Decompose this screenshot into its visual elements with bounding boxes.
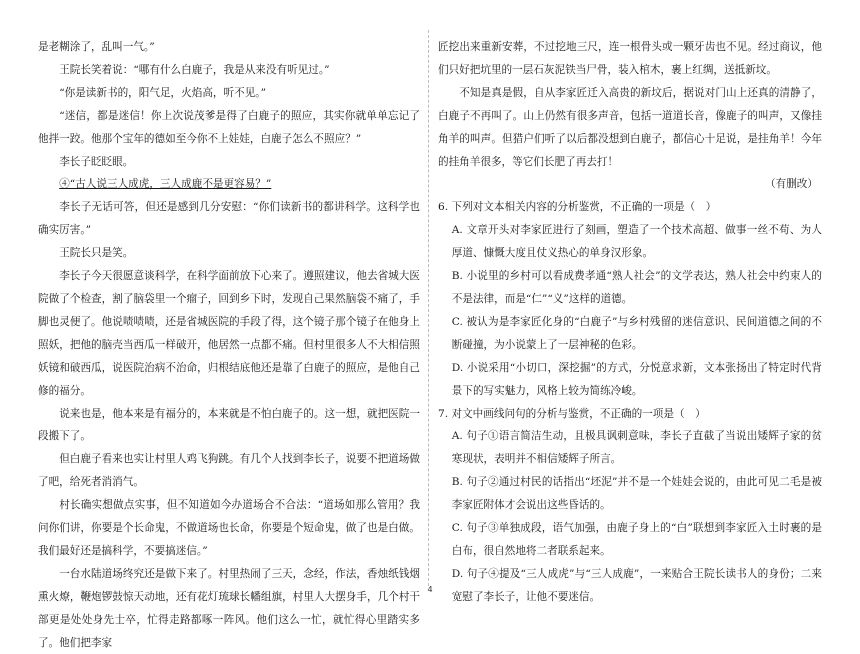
option-b: B. 句子②通过村民的话指出“坯泥”并不是一个娃娃会说的，由此可见二毛是被李家匠附体才会说出这些昏话的。 [451, 476, 822, 512]
question-stem: 7. 对文中画线问句的分析与鉴赏，不正确的一项是（ ） [438, 407, 706, 420]
paragraph: 村长确实想做点实事，但不知道如今办道场合不合法：“道场如那么管用？我问你们讲，你要是个长命鬼，不做道场也长命，你要是个短命鬼，做了也是白做。我们最好还是搞科学，不要搞迷信。” [38, 499, 420, 557]
paragraph: 是老糊涂了，乱叫一气。” [38, 41, 155, 53]
paragraph: 李长子无话可答，但还是感到几分安慰：“你们读新书的都讲科学。这科学也确实厉害。” [38, 201, 420, 237]
underlined-text: ④“古人说三人成虎，三人成鹿不是更容易？” [59, 178, 272, 191]
column-divider [428, 30, 429, 586]
paragraph: 一台水陆道场终究还是做下来了。村里热闹了三天，念经，作法，香烛纸钱烟熏火燎，鞭炮锣鼓惊天动地，还有花灯琉球长幡组旗，村里人大摆身手，几个村干部更是处处身先士卒，忙得走路都啄一阵风。他们这么一忙，就忙得心里踏实多了。他们把李家 [38, 567, 420, 649]
paragraph: 李长子今天很愿意谈科学，在科学面前放下心来了。遵照建议，他去省城大医院做了个检查，割了脑袋里一个瘤子，回到乡下时，发现自己果然脑袋不痛了，手脚也灵便了。他说啧啧啧，还是省城医院的手段了得，这个镜子那个镜子在他身上照妖，把他的脑壳当西瓜一样破开，他居然一点都不痛。但村里很多人不大相信照妖镜和破西瓜，说医院治病不治命，归根结底他还是靠了白鹿子的照应，是他自己修的福分。 [38, 270, 420, 397]
left-column [38, 36, 420, 654]
source-note: （有删改） [765, 178, 818, 191]
option-a: A. 文章开头对李家匠进行了刻画，塑造了一个技术高超、做事一丝不苟、为人厚道、慷慨大度且仗义热心的单身汉形象。 [451, 224, 822, 260]
paragraph: 王院长笑着说：“哪有什么白鹿子，我是从来没有听见过。” [59, 63, 330, 76]
paragraph: 王院长只是笑。 [59, 247, 134, 260]
question-stem: 6. 下列对文本相关内容的分析鉴赏，不正确的一项是（ ） [438, 201, 717, 214]
option-c: C. 句子③单独成段，语气加强，由鹿子身上的“白”联想到李家匠入土时裹的是白布，很自然地将二者联系起来。 [451, 522, 822, 557]
paragraph: “你是读新书的，阳气足，火焰高，听不见。” [59, 86, 266, 99]
option-d: D. 句子④提及“三人成虎”与“三人成鹿”，一来贴合王院长读书人的身份；二来宽慰了李长子，让他不要迷信。 [451, 567, 822, 603]
paragraph: 李长子眨眨眼。 [59, 155, 134, 168]
paragraph: 不知是真是假，自从李家匠迁入高贵的新坟后，据说对门山上还真的清静了，白鹿子不再叫了。山上仍然有很多声音，包括一道道长音，像鹿子的叫声，又像挂角羊的叫声。但猎户们听了以后都没想到白鹿子，都信心十足说，是挂角羊！今年的挂角羊很多，等它们长肥了再去打！ [438, 86, 822, 168]
paragraph: 匠挖出来重新安葬，不过挖地三尺，连一根骨头或一颗牙齿也不见。经过商议，他们只好把坑里的一层石灰泥铁当尸骨，装入棺木，裹上红绸，送抵新坟。 [438, 41, 822, 76]
paragraph: 但白鹿子看来也实让村里人鸡飞狗跳。有几个人找到李长子，说要不把道场做了吧，给死者消消气。 [38, 453, 420, 489]
option-b: B. 小说里的乡村可以看成费孝通“熟人社会”的文学表达，熟人社会中约束人的不是法律，而是“仁”“义”这样的道德。 [451, 270, 822, 305]
question-7 [438, 403, 822, 609]
right-column [438, 36, 822, 609]
paragraph: “迷信，都是迷信！你上次说茂爹是得了白鹿子的照应，其实你就单单忘记了他拌一跤。他那个宝年的德如至今你不上娃娃，白鹿子怎么不照应？” [38, 109, 420, 145]
option-a: A. 句子①语言简洁生动，且极具讽刺意味，李长子直截了当说出矮辉子家的贫寒现状，表明并不相信矮辉子所言。 [451, 430, 822, 466]
paragraph: 说来也是，他本来是有福分的，本来就是不怕白鹿子的。这一想，就把医院一段搬下了。 [38, 407, 420, 443]
underlined-question-sentence [38, 173, 420, 196]
page-number: 4 [427, 585, 433, 594]
question-6 [438, 196, 822, 402]
option-c: C. 被认为是李家匠化身的“白鹿子”与乡村残留的迷信意识、民间道德之间的不断碰撞，为小说蒙上了一层神秘的色彩。 [451, 315, 822, 351]
option-d: D. 小说采用“小切口，深挖掘”的方式，分悦意求新，文本张扬出了特定时代背景下的写实魅力，风格上较为简练冷峻。 [451, 361, 822, 397]
